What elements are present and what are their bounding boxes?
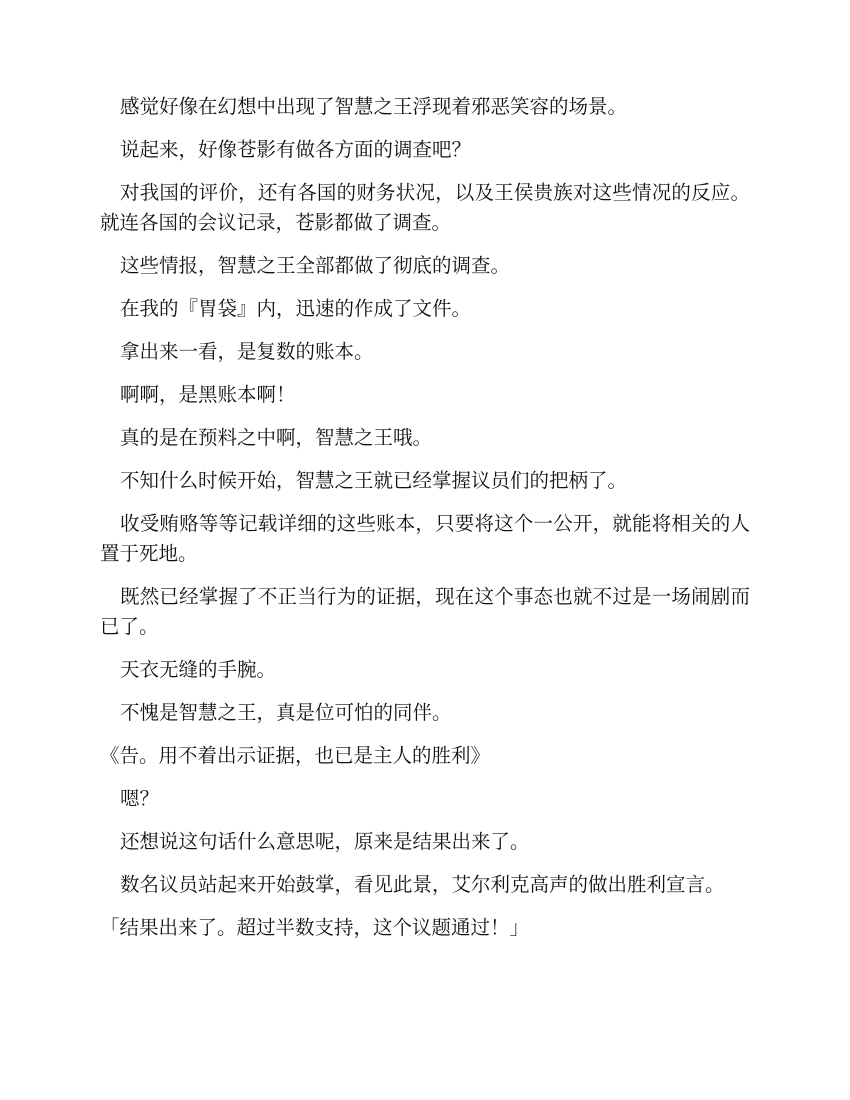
paragraph: 说起来，好像苍影有做各方面的调查吧？ <box>120 138 472 161</box>
paragraph: 天衣无缝的手腕。 <box>120 658 277 681</box>
system-message-paragraph: 《告。用不着出示证据，也已是主人的胜利》 <box>100 744 491 767</box>
paragraph: 这些情报，智慧之王全部都做了彻底的调查。 <box>120 254 511 277</box>
paragraph: 还想说这句话什么意思呢，原来是结果出来了。 <box>120 830 530 853</box>
paragraph: 收受贿赂等等记载详细的这些账本，只要将这个一公开，就能将相关的人置于死地。 <box>100 512 750 565</box>
paragraph: 既然已经掌握了不正当行为的证据，现在这个事态也就不过是一场闹剧而已了。 <box>100 585 750 638</box>
paragraph: 啊啊，是黑账本啊！ <box>120 383 296 406</box>
text-body <box>100 92 750 956</box>
paragraph: 数名议员站起来开始鼓掌，看见此景，艾尔利克高声的做出胜利宣言。 <box>120 873 725 896</box>
paragraph: 不知什么时候开始，智慧之王就已经掌握议员们的把柄了。 <box>120 469 628 492</box>
paragraph: 对我国的评价，还有各国的财务状况，以及王侯贵族对这些情况的反应。就连各国的会议记录，苍影都做了调查。 <box>100 181 750 234</box>
paragraph: 在我的『胃袋』内，迅速的作成了文件。 <box>120 297 472 320</box>
paragraph: 真的是在预料之中啊，智慧之王哦。 <box>120 426 433 449</box>
paragraph: 嗯？ <box>120 787 160 810</box>
paragraph: 感觉好像在幻想中出现了智慧之王浮现着邪恶笑容的场景。 <box>120 95 628 118</box>
paragraph: 不愧是智慧之王，真是位可怕的同伴。 <box>120 701 452 724</box>
dialogue-paragraph: 「结果出来了。超过半数支持，这个议题通过！」 <box>100 916 530 939</box>
paragraph: 拿出来一看，是复数的账本。 <box>120 340 374 363</box>
